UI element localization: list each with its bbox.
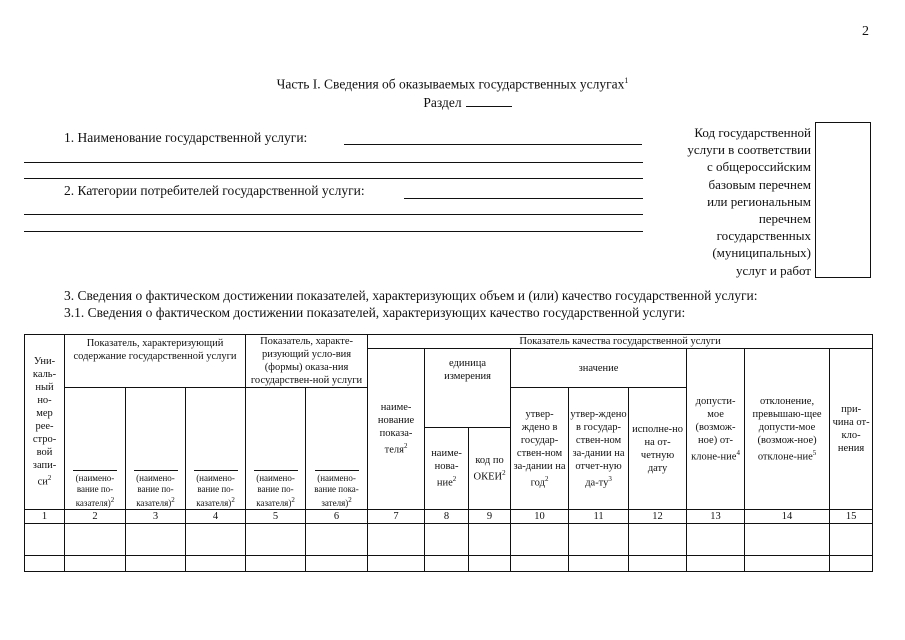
quality-indicator-header: Показатель качества государственной услуги	[368, 335, 873, 349]
param-1-header: (наимено-вание по-казателя)$^2$	[65, 388, 126, 510]
page-number: 2	[862, 24, 869, 39]
table-row[interactable]	[25, 524, 873, 556]
paragraph-3: 3. Сведения о фактическом достижении показателей, характеризующих объем и (или) качество государственной услуги:	[64, 288, 758, 303]
indicator-name-header: наиме-нование показа-теля$^2$	[368, 349, 425, 510]
service-name-line-3[interactable]	[24, 178, 643, 179]
allowed-deviation-header: допусти-мое (возмож-ное) от-клоне-ние$^4$	[687, 349, 745, 510]
unit-code-header: код по ОКЕИ$^2$	[469, 428, 511, 510]
service-name-label: 1. Наименование государственной услуги:	[64, 130, 308, 145]
col-num: 1	[25, 510, 65, 524]
consumers-line-2[interactable]	[24, 214, 643, 215]
section-blank[interactable]	[466, 95, 512, 107]
col-num: 15	[830, 510, 873, 524]
param-5-header: (наимено-вание пока-зателя)$^2$	[306, 388, 368, 510]
section-line: Раздел	[0, 95, 905, 111]
approved-year-header: утвер-ждено в государ-ствен-ном за-дании на год$^2$	[511, 388, 569, 510]
consumers-label: 2. Категории потребителей государственной услуги:	[64, 183, 365, 198]
col-num: 4	[186, 510, 246, 524]
part-title: Часть I. Сведения об оказываемых государственных услугах$^1$	[276, 76, 629, 92]
col-num: 6	[306, 510, 368, 524]
col-num: 14	[745, 510, 830, 524]
unique-number-header: Уни- каль- ный но- мер рее- стро- вой запи-$си^2$	[25, 335, 65, 510]
table-row[interactable]	[25, 556, 873, 572]
col-num: 3	[126, 510, 186, 524]
col-num: 5	[246, 510, 306, 524]
value-header: значение	[511, 349, 687, 388]
unit-name-header: наиме-нова-ние$^2$	[425, 428, 469, 510]
param-4-header: (наимено-вание по-казателя)$^2$	[246, 388, 306, 510]
consumers-line[interactable]	[404, 198, 643, 199]
col-num: 10	[511, 510, 569, 524]
service-code-box[interactable]	[815, 122, 871, 278]
content-indicator-header: Показатель, характеризующий содержание государственной услуги	[65, 335, 246, 388]
col-num: 7	[368, 510, 425, 524]
paragraph-3-1: 3.1. Сведения о фактическом достижении показателей, характеризующих качество государственной услуги:	[64, 305, 686, 320]
col-num: 13	[687, 510, 745, 524]
col-num: 12	[629, 510, 687, 524]
col-num: 2	[65, 510, 126, 524]
col-num: 8	[425, 510, 469, 524]
param-3-header: (наимено-вание по-казателя)$^2$	[186, 388, 246, 510]
deviation-reason-header: при-чина от-кло-нения	[830, 349, 873, 510]
excess-deviation-header: отклонение, превышаю-щее допусти-мое (возмож-ное) отклоне-ние$^5$	[745, 349, 830, 510]
approved-date-header: утвер-ждено в государ-ствен-ном за-дании на отчет-ную $да-ту^3$	[569, 388, 629, 510]
quality-indicators-table	[24, 334, 873, 572]
service-name-line[interactable]	[344, 144, 642, 145]
service-code-label: Код государственной услуги в соответствии с общероссийским базовым перечнем или региональным перечнем государственных (муниципальных) услуг и работ	[687, 125, 811, 278]
column-numbers-row	[25, 510, 873, 524]
consumers-line-3[interactable]	[24, 231, 643, 232]
executed-header: исполне-но на от-четную дату	[629, 388, 687, 510]
service-name-line-2[interactable]	[24, 162, 643, 163]
param-2-header: (наимено-вание по-казателя)$^2$	[126, 388, 186, 510]
condition-indicator-header: Показатель, характе-ризующий усло-вия (формы) оказа-ния государствен-ной услуги	[246, 335, 368, 388]
col-num: 11	[569, 510, 629, 524]
col-num: 9	[469, 510, 511, 524]
unit-header: единица измерения	[425, 349, 511, 428]
